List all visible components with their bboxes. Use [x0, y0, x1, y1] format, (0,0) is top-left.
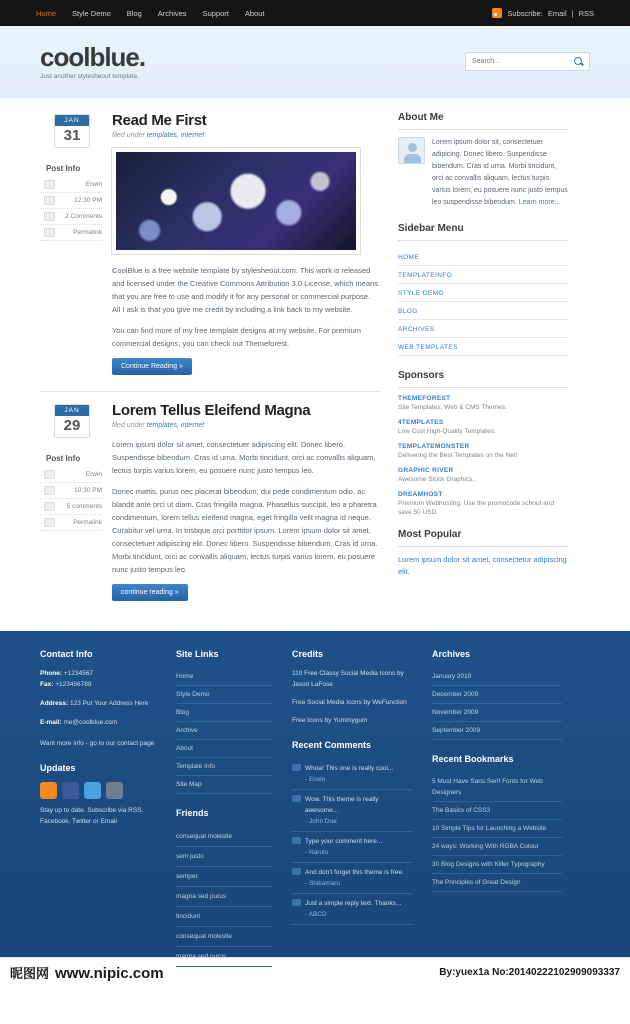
post-title[interactable]: Lorem Tellus Eleifend Magna: [112, 402, 311, 419]
post-paragraph-1: Lorem ipsum dolor sit amet, consectetuer adipiscing elit. Donec libero. Suspendisse bibendum. Cras id urna. Morbi tincidunt, orci ac convallis aliquam, lectus turpis varius lorem, eu posuere nunc justo tempus leo.: [112, 440, 376, 475]
page-body: [0, 98, 630, 609]
post-paragraph-2: You can find more of my free template designs at my website. For premium commercial designs, you can check out Themeforest.: [112, 326, 361, 348]
rss-icon: [492, 8, 502, 18]
comment-icon: [44, 212, 55, 221]
footer-link-label[interactable]: Site Map: [176, 781, 202, 788]
comment-text: And don't forget this theme is free.: [305, 869, 404, 876]
friend-item[interactable]: [176, 887, 272, 907]
post-filed-under: [112, 132, 380, 139]
post-info-permalink-label[interactable]: Permalink: [73, 519, 102, 526]
post-article: [40, 112, 380, 375]
bookmark-label[interactable]: The Principles of Great Design: [432, 879, 521, 886]
watermark-brand: 昵图网: [10, 966, 50, 981]
divider: [398, 546, 568, 547]
post-info-time: [40, 483, 102, 499]
main-content: [40, 112, 380, 609]
subscribe-divider: |: [571, 8, 574, 18]
archives-title: Archives: [432, 649, 471, 659]
footer-link-label[interactable]: Style Demo: [176, 691, 210, 698]
footer-site-links-column: [176, 649, 272, 967]
rss-icon[interactable]: [40, 782, 57, 799]
avatar-icon: [398, 137, 425, 164]
subscribe-label: Subscribe:: [507, 8, 543, 18]
post-info-title: Post Info: [46, 164, 81, 173]
subscribe-rss-link[interactable]: RSS: [578, 8, 594, 18]
credits-title: Credits: [292, 649, 324, 659]
filed-tag-internet[interactable]: internet: [180, 132, 205, 139]
post-paragraph-1: CoolBlue is a free website template by stylesheout.com. This work is released and licensed under the Creative Commons Attribution 3.0 License, which means that you are free to use and modify it for any personal or commercial purpose. All I ask is that you give me credit by including a link back to my website.: [112, 266, 378, 314]
popular-item[interactable]: Lorem ipsum dolor sit amet, consectetur adipiscing elit.: [398, 555, 567, 576]
filed-tag-internet[interactable]: internet: [180, 422, 205, 429]
facebook-icon[interactable]: [62, 782, 79, 799]
post-info-time-label: 10:30 PM: [74, 487, 102, 494]
bookmark-label[interactable]: 5 Must Have Sans Serif Fonts for Web Designers: [432, 778, 543, 796]
post-meta: [40, 112, 102, 375]
site-logo[interactable]: coolblue.: [40, 41, 146, 72]
clock-icon: [44, 196, 55, 205]
site-header: [0, 26, 630, 98]
nav-item-archives[interactable]: Archives: [157, 8, 187, 18]
contact-email: [40, 717, 156, 728]
post-date-badge: [54, 114, 90, 148]
sidebar-item-style-demo[interactable]: [398, 284, 568, 302]
post-date-day: 31: [63, 127, 81, 144]
comment-icon: [292, 868, 301, 875]
updates-title: Updates: [40, 763, 76, 773]
friend-item[interactable]: [176, 827, 272, 847]
friend-label[interactable]: magna sed purus: [176, 953, 227, 960]
site-links-title: Site Links: [176, 649, 219, 659]
filed-tag-templates[interactable]: templates,: [146, 132, 179, 139]
bookmark-item[interactable]: [432, 838, 562, 856]
post-info-author: [40, 177, 102, 193]
comment-icon: [44, 502, 55, 511]
top-bar: [0, 0, 630, 26]
post-info-comments[interactable]: [40, 499, 102, 515]
footer-archives-column: [432, 649, 562, 967]
comment-icon: [292, 837, 301, 844]
post-article: [40, 402, 380, 601]
archive-label[interactable]: September 2009: [432, 727, 481, 734]
recent-comment-item[interactable]: [292, 894, 412, 925]
friend-label[interactable]: sem justo: [176, 853, 204, 860]
sidebar-item-blog[interactable]: [398, 302, 568, 320]
search-box[interactable]: [465, 52, 590, 71]
archive-item[interactable]: [432, 722, 562, 740]
post-info-author-label: Erwin: [85, 471, 102, 478]
search-input[interactable]: [470, 57, 573, 66]
contact-address-value: 123 Put Your Address Here: [70, 700, 149, 707]
about-me-text: [432, 137, 568, 209]
subscribe-area: [492, 8, 594, 18]
sponsor-item[interactable]: [398, 467, 568, 484]
post-date-day: 29: [63, 417, 81, 434]
bookmark-label[interactable]: 30 Blog Designs with Killer Typography: [432, 861, 545, 868]
most-popular-title: Most Popular: [398, 529, 462, 540]
post-meta: [40, 402, 102, 601]
comment-author: - ABCD: [305, 911, 327, 918]
post-info-permalink[interactable]: [40, 225, 102, 241]
filed-prefix: filed under: [112, 132, 145, 139]
footer-link-label[interactable]: Home: [176, 673, 194, 680]
footer-link-home[interactable]: [176, 668, 272, 686]
comment-icon: [292, 899, 301, 906]
nav-item-blog[interactable]: Blog: [126, 8, 142, 18]
nav-item-about[interactable]: About: [244, 8, 265, 18]
credit-item[interactable]: Free Icons by Yummygum: [292, 717, 368, 724]
comment-author: - Erwin: [305, 776, 326, 783]
bookmark-item[interactable]: [432, 874, 562, 892]
user-icon: [44, 470, 55, 479]
bookmark-item[interactable]: [432, 802, 562, 820]
footer-link-blog[interactable]: [176, 704, 272, 722]
bookmark-item[interactable]: [432, 773, 562, 802]
sponsor-item[interactable]: [398, 491, 568, 517]
link-icon: [44, 518, 55, 527]
comment-author: - John Doe: [305, 818, 337, 825]
recent-comments-title: Recent Comments: [292, 740, 372, 750]
friend-item[interactable]: [176, 927, 272, 947]
nav-item-support[interactable]: Support: [202, 8, 229, 18]
bookmark-item[interactable]: [432, 820, 562, 838]
social-icons: [40, 782, 156, 799]
credit-item[interactable]: 110 Free Classy Social Media Icons by Jason LaFose: [292, 670, 404, 688]
post-info-time: [40, 193, 102, 209]
contact-fax: [40, 679, 156, 690]
sponsor-name[interactable]: GRAPHIC RIVER: [398, 467, 454, 474]
nav-item-style-demo[interactable]: Style Demo: [72, 8, 111, 18]
nav-item-home[interactable]: Home: [36, 8, 57, 18]
contact-fax-label: Fax:: [40, 681, 54, 688]
recent-comment-item[interactable]: [292, 832, 412, 863]
post-filed-under: [112, 422, 380, 429]
footer-link-style-demo[interactable]: [176, 686, 272, 704]
sponsor-desc: Awesome Stock Graphics.: [398, 476, 475, 483]
post-info-comments[interactable]: [40, 209, 102, 225]
footer-link-archive[interactable]: [176, 722, 272, 740]
footer-link-about[interactable]: [176, 740, 272, 758]
sidebar-item-label[interactable]: STYLE DEMO: [398, 290, 444, 297]
post-title[interactable]: Read Me First: [112, 112, 207, 129]
post-paragraph-2: Donec mattis, purus nec placerat bibendum, dui pede condimentum odio, ac blandit ante orci ut diam. Cras fringilla magna. Phasellus suscipit, leo a pharetra condimentum, lorem tellus eleifend magna, eget fringilla velit magna id neque. Curabitur vel urna. In tristique orci porttitor ipsum. Lorem ipsum dolor sit amet, consectetuer adipiscing elit. Donec libero. Suspendisse bibendum. Cras id urna. Morbi tincidunt, orci ac convallis aliquam, lectus turpis varius lorem, eu posuere nunc justo tempus leo.: [112, 487, 378, 574]
recent-comment-item[interactable]: [292, 863, 412, 894]
continue-reading-button[interactable]: Continue Reading »: [112, 358, 192, 375]
about-me-body: Lorem ipsum dolor sit, consectetuer adipicing. Donec libero. Suspendisse bibendum. Cras id urna. Morbi tincidunt, orci ac convallis aliquam, lectus turpis varius lorem, eu posuere nunc justo tempus leo suspendisse bibendum.: [432, 139, 568, 206]
post-info-permalink-label[interactable]: Permalink: [73, 229, 102, 236]
bookmark-label[interactable]: The Basics of CSS3: [432, 807, 491, 814]
sponsor-name[interactable]: 4TEMPLATES: [398, 419, 444, 426]
about-me-block: [398, 137, 568, 209]
site-tagline: Just another stylesheout template.: [40, 72, 140, 80]
twitter-icon[interactable]: [84, 782, 101, 799]
sponsor-item[interactable]: [398, 419, 568, 436]
friend-label[interactable]: magna sed purus: [176, 893, 227, 900]
logo-block[interactable]: [40, 41, 146, 80]
contact-note[interactable]: Want more info - go to our contact page: [40, 740, 155, 747]
post-body: [102, 402, 380, 601]
comment-author: - Shikamaru: [305, 880, 341, 887]
comment-text: Wow. This theme is really awesome...: [305, 796, 379, 814]
divider: [398, 240, 568, 241]
post-info-permalink[interactable]: [40, 515, 102, 531]
bookmark-label[interactable]: 24 ways: Working With RGBA Colour: [432, 843, 539, 850]
friend-label[interactable]: semper: [176, 873, 198, 880]
archive-item[interactable]: [432, 704, 562, 722]
footer-credits-column: [292, 649, 412, 967]
sponsor-item[interactable]: [398, 395, 568, 412]
sidebar-item-label[interactable]: WEB TEMPLATES: [398, 344, 458, 351]
sidebar-item-label[interactable]: HOME: [398, 254, 420, 261]
post-featured-image: [112, 148, 360, 254]
sidebar-item-label[interactable]: TEMPLATEINFO: [398, 272, 453, 279]
friend-item[interactable]: [176, 907, 272, 927]
sponsor-name[interactable]: TEMPLATEMONSTER: [398, 443, 470, 450]
comment-text: Type your comment here...: [305, 838, 383, 845]
site-footer: [0, 631, 630, 960]
credit-item[interactable]: Free Social Media Icons by WeFunction: [292, 699, 407, 706]
sponsor-desc: Low Cost High-Quality Templates.: [398, 428, 496, 435]
footer-link-label[interactable]: Template Info: [176, 763, 216, 770]
sidebar-item-label[interactable]: BLOG: [398, 308, 418, 315]
contact-email-value[interactable]: me@coolblue.com: [63, 719, 118, 726]
post-info-comments-label[interactable]: 2 Comments: [65, 213, 102, 220]
contact-phone-label: Phone:: [40, 670, 63, 677]
comment-text: Whoa! This one is really cool...: [305, 765, 394, 772]
filed-prefix: filed under: [112, 422, 145, 429]
post-divider: [40, 391, 380, 392]
friend-item[interactable]: [176, 847, 272, 867]
sponsor-item[interactable]: [398, 443, 568, 460]
sidebar-item-label[interactable]: ARCHIVES: [398, 326, 435, 333]
sponsor-desc: Delivering the Best Templates on the Net!: [398, 452, 518, 459]
contact-info-title: Contact Info: [40, 649, 93, 659]
comment-author: - Naruto: [305, 849, 329, 856]
sponsor-name[interactable]: DREAMHOST: [398, 491, 443, 498]
archive-item[interactable]: [432, 686, 562, 704]
clock-icon: [44, 486, 55, 495]
contact-phone-value: +1234567: [63, 670, 93, 677]
sidebar: [398, 112, 568, 609]
contact-phone: [40, 668, 156, 679]
post-date-month: JAN: [55, 115, 89, 126]
friends-title: Friends: [176, 808, 209, 818]
user-icon: [44, 180, 55, 189]
contact-email-label: E-mail:: [40, 719, 62, 726]
friend-label[interactable]: consequat molestie: [176, 833, 233, 840]
divider: [398, 129, 568, 130]
top-navigation: [36, 9, 264, 18]
sponsors-title: Sponsors: [398, 370, 445, 381]
subscribe-email-link[interactable]: Email: [547, 8, 567, 18]
footer-contact-column: [40, 649, 156, 967]
footer-link-label[interactable]: About: [176, 745, 193, 752]
post-date-month: JAN: [55, 405, 89, 416]
footer-link-site-map[interactable]: [176, 776, 272, 794]
post-info-author: [40, 467, 102, 483]
about-me-title: About Me: [398, 112, 444, 123]
archive-label[interactable]: January 2010: [432, 673, 472, 680]
recent-bookmarks-title: Recent Bookmarks: [432, 754, 514, 764]
post-date-badge: [54, 404, 90, 438]
sponsor-name[interactable]: THEMEFOREST: [398, 395, 451, 402]
sponsor-desc: Site Templates, Web & CMS Themes.: [398, 404, 507, 411]
sidebar-item-templateinfo[interactable]: [398, 266, 568, 284]
recent-comment-item[interactable]: [292, 759, 412, 790]
post-info-author-label: Erwin: [85, 181, 102, 188]
recent-comment-item[interactable]: [292, 790, 412, 832]
post-info-title: Post Info: [46, 454, 81, 463]
friend-item[interactable]: [176, 867, 272, 887]
archive-label[interactable]: November 2009: [432, 709, 479, 716]
link-icon: [44, 228, 55, 237]
mail-icon[interactable]: [106, 782, 123, 799]
watermark-url: www.nipic.com: [55, 965, 164, 982]
footer-link-template-info[interactable]: [176, 758, 272, 776]
contact-fax-value: +123456789: [55, 681, 92, 688]
post-body: [102, 112, 380, 375]
sidebar-item-web-templates[interactable]: [398, 338, 568, 356]
footer-link-label[interactable]: Archive: [176, 727, 198, 734]
watermark-left: [10, 963, 164, 982]
comment-text: Just a simple reply text. Thanks...: [305, 900, 402, 907]
sidebar-item-home[interactable]: [398, 248, 568, 266]
sponsor-desc: Premium Webhosting. Use the promocode schout and save 50 USD.: [398, 500, 554, 516]
bookmark-label[interactable]: 10 Simple Tips for Launching a Website: [432, 825, 547, 832]
divider: [398, 387, 568, 388]
archive-item[interactable]: [432, 668, 562, 686]
watermark-id: By:yuex1a No:20140222102909093337: [439, 967, 620, 978]
continue-reading-button[interactable]: continue reading »: [112, 584, 188, 601]
about-me-learn-more-link[interactable]: Learn more...: [518, 199, 561, 206]
sidebar-item-archives[interactable]: [398, 320, 568, 338]
comment-icon: [292, 795, 301, 802]
bookmark-item[interactable]: [432, 856, 562, 874]
friend-item[interactable]: [176, 947, 272, 967]
sidebar-menu-title: Sidebar Menu: [398, 223, 464, 234]
footer-link-label[interactable]: Blog: [176, 709, 190, 716]
search-icon[interactable]: [573, 56, 585, 68]
comment-icon: [292, 764, 301, 771]
filed-tag-templates[interactable]: templates,: [146, 422, 179, 429]
updates-note: Stay up to date. Subscribe via RSS, Facebook, Twitter or Email: [40, 807, 144, 825]
contact-address-label: Address:: [40, 700, 69, 707]
archive-label[interactable]: December 2009: [432, 691, 479, 698]
friend-label[interactable]: consequat molestie: [176, 933, 233, 940]
contact-address: [40, 698, 156, 709]
post-info-time-label: 12:30 PM: [74, 197, 102, 204]
friend-label[interactable]: tincidunt: [176, 913, 201, 920]
post-info-comments-label[interactable]: 5 comments: [66, 503, 102, 510]
